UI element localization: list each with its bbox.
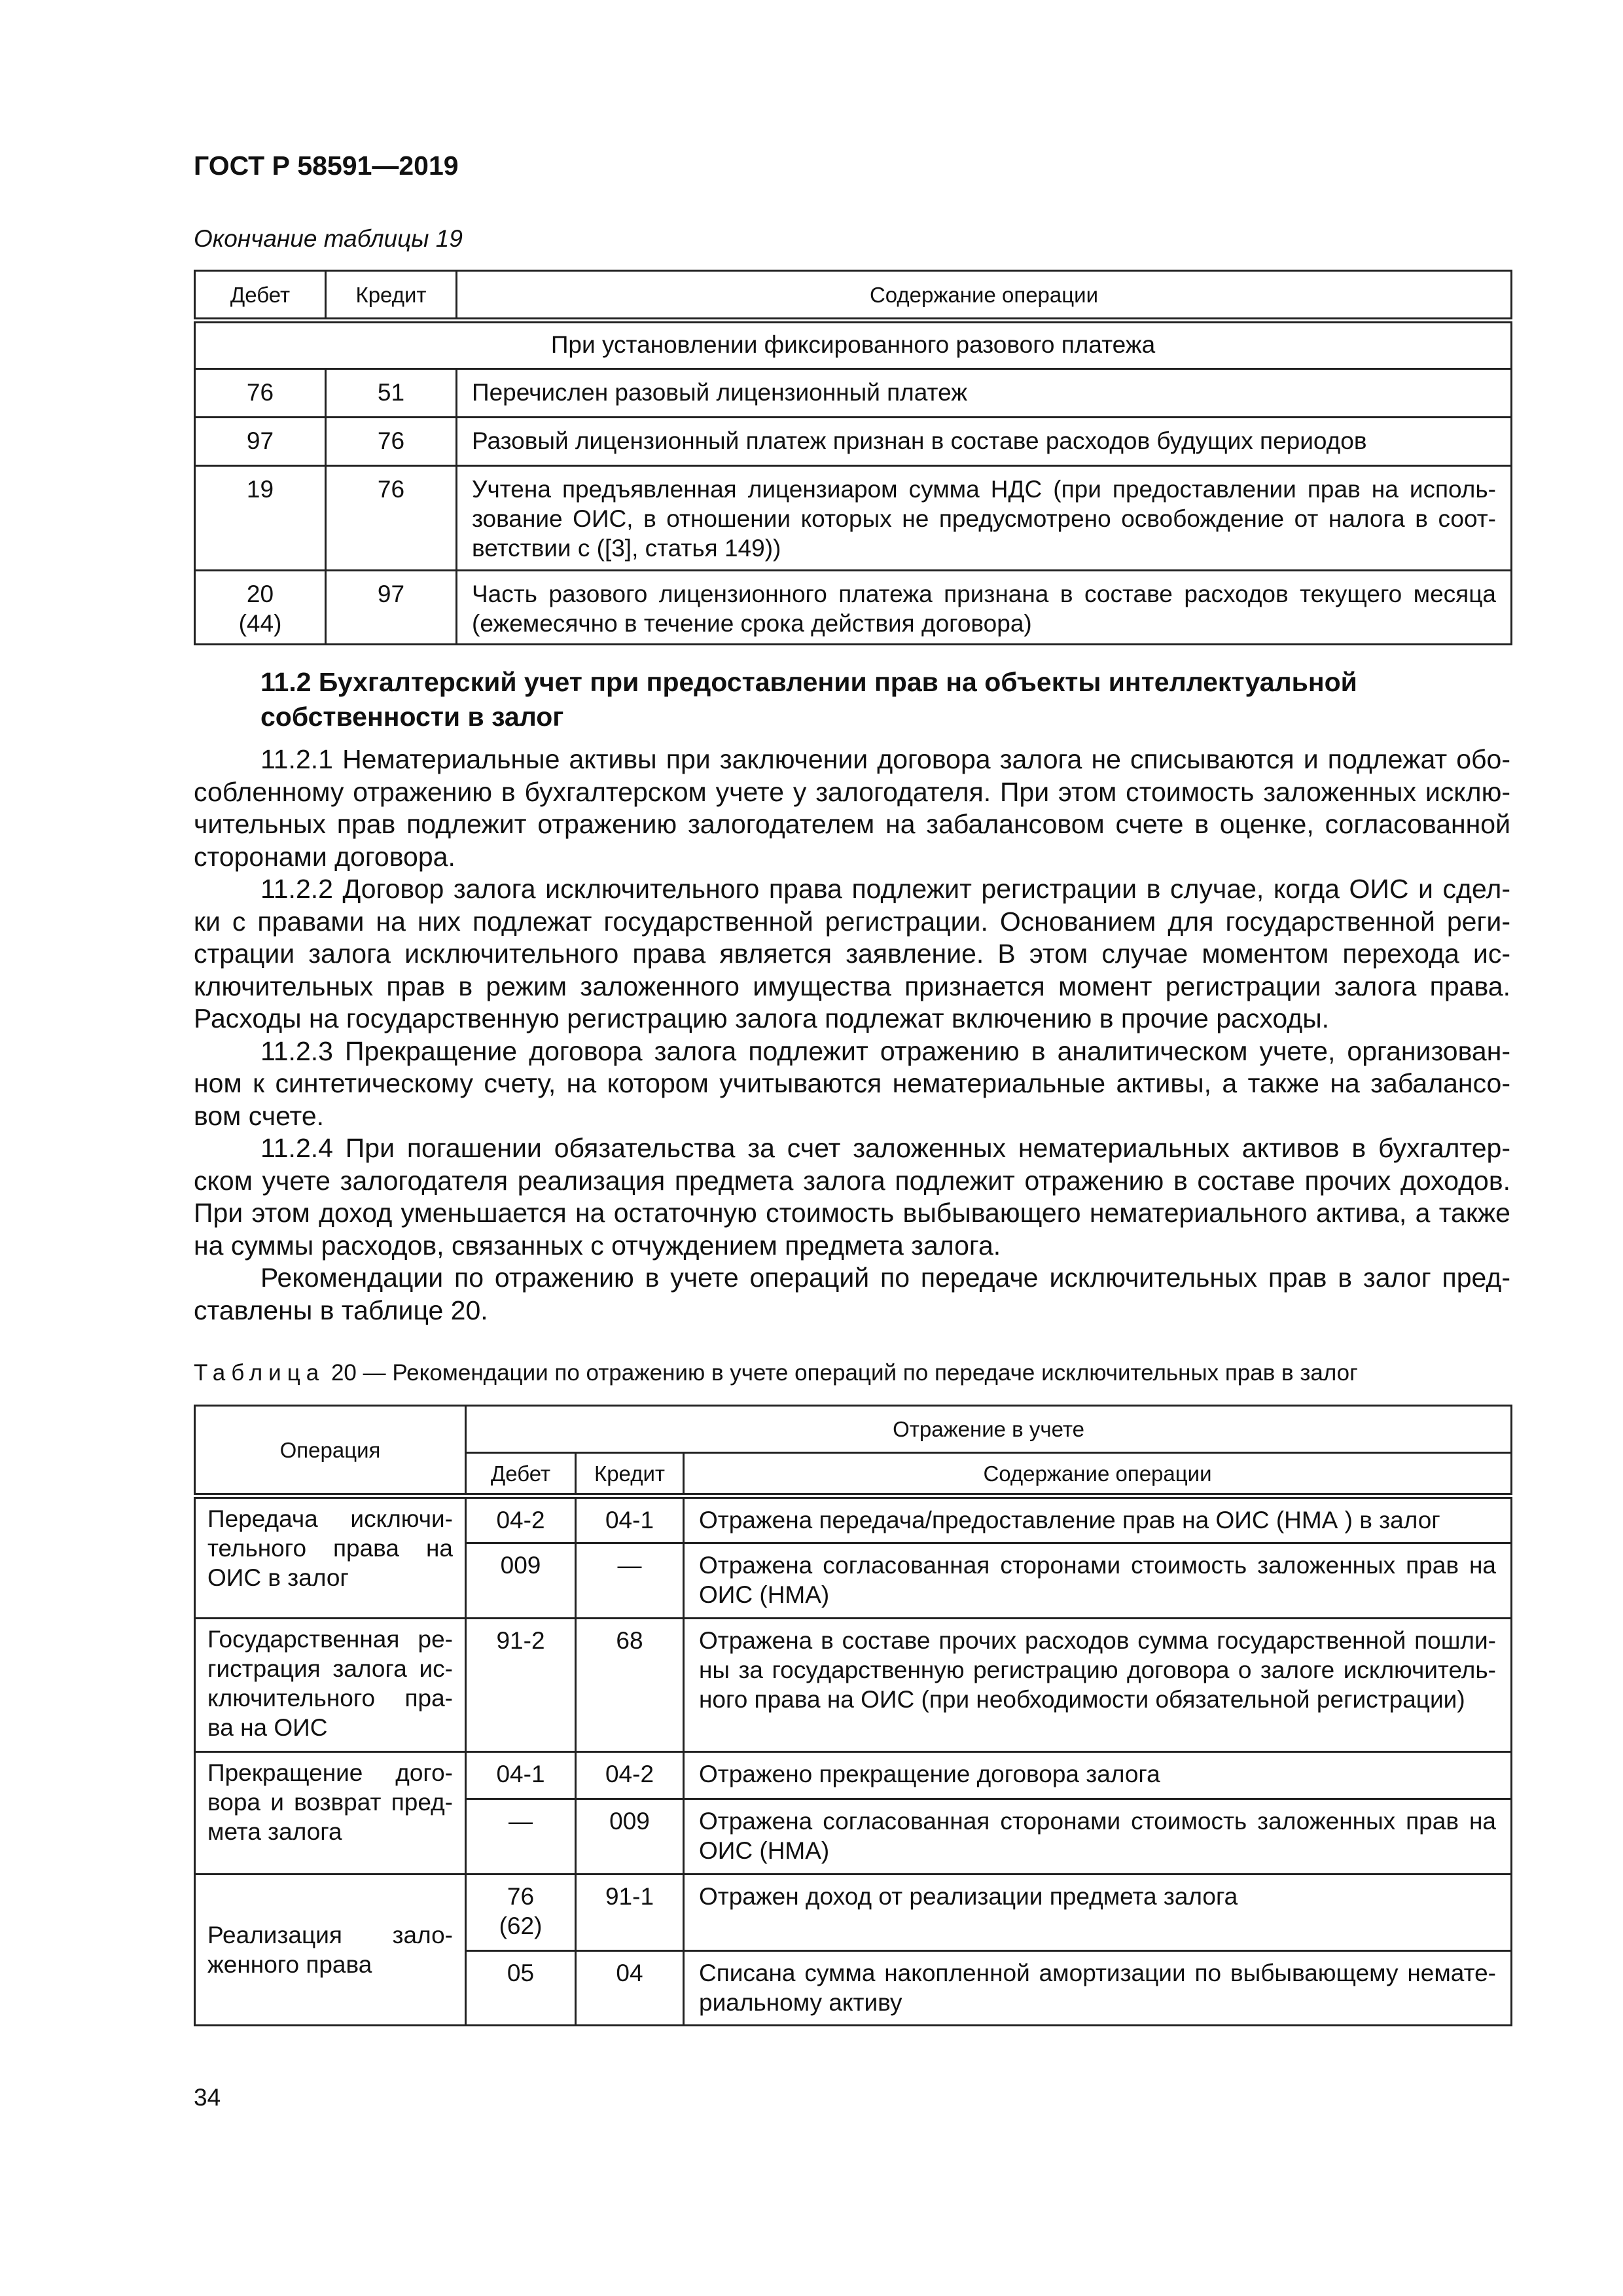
table-row (195, 369, 1512, 418)
operation-cell: Государственная ре-гистрация залога ис-ключительного пра-ва на ОИС (195, 1619, 466, 1752)
operation-cell: Реализация зало-женного права (195, 1874, 466, 2026)
table-20-caption-word: Таблица (194, 1360, 325, 1386)
debit-cell: 19 (195, 466, 326, 571)
table-19-section-row (195, 321, 1512, 369)
content-cell: Отражена в составе прочих расходов сумма государственной пошли-ны за государственную регистрацию договора о залоге исключитель-ного права на ОИС (при необходимости обязательной регистрации) (684, 1619, 1512, 1752)
debit-cell: 009 (466, 1543, 576, 1619)
credit-cell: 51 (326, 369, 457, 418)
credit-cell: 68 (576, 1619, 684, 1752)
table-row (195, 418, 1512, 466)
table-row (195, 1619, 1512, 1752)
table-19-header-debit: Дебет (195, 271, 326, 321)
table-20-caption (194, 1360, 1358, 1386)
document-header: ГОСТ Р 58591—2019 (194, 151, 459, 181)
table-19-header-credit: Кредит (326, 271, 457, 321)
table-20-header-debit: Дебет (466, 1453, 576, 1496)
content-cell: Отражен доход от реализации предмета залога (684, 1874, 1512, 1951)
table-19-continuation-caption: Окончание таблицы 19 (194, 225, 463, 252)
debit-value: 76 (507, 1883, 535, 1910)
table-19-header-content: Содержание операции (457, 271, 1512, 321)
debit-note: (62) (499, 1912, 543, 1939)
content-cell: Разовый лицензионный платеж признан в составе расходов будущих периодов (457, 418, 1512, 466)
operation-cell: Прекращение дого-вора и возврат пред-мета залога (195, 1752, 466, 1874)
table-row (195, 1496, 1512, 1543)
debit-cell: 04-2 (466, 1496, 576, 1543)
table-row (195, 466, 1512, 571)
content-cell: Учтена предъявленная лицензиаром сумма НДС (при предоставлении прав на исполь-зование ОИС, в отношении которых не предусмотрено освобождение от налога в соот-ветствии с ([3], статья 149)) (457, 466, 1512, 571)
debit-cell: — (466, 1799, 576, 1874)
debit-cell: 91-2 (466, 1619, 576, 1752)
table-20-caption-text: 20 — Рекомендации по отражению в учете операций по передаче исключительных прав в залог (330, 1360, 1358, 1386)
paragraph: 11.2.4 При погашении обязательства за счет заложенных нематериальных активов в бухгалтер-ском учете залогодателя реализация предмета залога подлежит отражению в составе прочих доходов. При этом доход уменьшается на остаточную стоимость выбывающего нематериального актива, а также на суммы расходов, связанных с отчуждением предмета залога. (194, 1133, 1510, 1261)
section-title: 11.2 Бухгалтерский учет при предоставлении прав на объекты интеллектуальной собственности в залог (260, 667, 1357, 732)
table-20-header-content: Содержание операции (684, 1453, 1512, 1496)
paragraph: 11.2.3 Прекращение договора залога подлежит отражению в аналитическом учете, организован-ном к синтетическому счету, на котором учитываются нематериальные активы, а также на забалансо-вом счете. (194, 1035, 1510, 1131)
credit-cell: 04-2 (576, 1752, 684, 1799)
debit-note: (44) (238, 610, 282, 637)
debit-cell: 04-1 (466, 1752, 576, 1799)
paragraph: 11.2.2 Договор залога исключительного права подлежит регистрации в случае, когда ОИС и сдел-ки с правами на них подлежат государственной регистрации. Основанием для государственной реги-страции залога исключительного права является заявление. В этом случае моментом перехода ис-ключительных прав в режим заложенного имущества признается момент регистрации залога права. Расходы на государственную регистрацию залога подлежат включению в прочие расходы. (194, 874, 1510, 1033)
debit-cell: 76 (195, 369, 326, 418)
credit-cell: 04 (576, 1951, 684, 2026)
table-20-header-reflection: Отражение в учете (466, 1406, 1512, 1453)
table-19-header-row (195, 271, 1512, 321)
content-cell: Отражена согласованная сторонами стоимость заложенных прав на ОИС (НМА) (684, 1543, 1512, 1619)
credit-cell: — (576, 1543, 684, 1619)
page-number: 34 (194, 2084, 221, 2111)
table-20 (194, 1405, 1512, 2026)
content-cell: Отражено прекращение договора залога (684, 1752, 1512, 1799)
content-cell: Списана сумма накопленной амортизации по выбывающему немате-риальному активу (684, 1951, 1512, 2026)
debit-cell: 05 (466, 1951, 576, 2026)
credit-cell: 91-1 (576, 1874, 684, 1951)
content-cell: Отражена согласованная сторонами стоимость заложенных прав на ОИС (НМА) (684, 1799, 1512, 1874)
table-19-section-cell: При установлении фиксированного разового платежа (195, 321, 1512, 369)
debit-cell: 97 (195, 418, 326, 466)
debit-cell (195, 571, 326, 645)
paragraph: Рекомендации по отражению в учете операций по передаче исключительных прав в залог пред-ставлены в таблице 20. (194, 1263, 1510, 1325)
debit-value: 20 (246, 581, 274, 607)
credit-cell: 76 (326, 466, 457, 571)
content-cell: Часть разового лицензионного платежа признана в составе расходов текущего месяца (ежемесячно в течение срока действия договора) (457, 571, 1512, 645)
section-body (194, 744, 1510, 1327)
content-cell: Отражена передача/предоставление прав на ОИС (НМА ) в залог (684, 1496, 1512, 1543)
paragraph: 11.2.1 Нематериальные активы при заключении договора залога не списываются и подлежат обо-собленному отражению в бухгалтерском учете у залогодателя. При этом стоимость заложенных исклю-чительных прав подлежит отражению залогодателем на забалансовом счете в оценке, согласованной сторонами договора. (194, 744, 1510, 872)
debit-cell (466, 1874, 576, 1951)
table-20-header-row (195, 1406, 1512, 1453)
operation-cell: Передача исключи-тельного права на ОИС в залог (195, 1496, 466, 1619)
table-20-header-operation: Операция (195, 1406, 466, 1496)
credit-cell: 04-1 (576, 1496, 684, 1543)
content-cell: Перечислен разовый лицензионный платеж (457, 369, 1512, 418)
table-row (195, 571, 1512, 645)
table-19 (194, 270, 1512, 645)
table-row (195, 1874, 1512, 1951)
credit-cell: 76 (326, 418, 457, 466)
credit-cell: 009 (576, 1799, 684, 1874)
credit-cell: 97 (326, 571, 457, 645)
table-20-header-credit: Кредит (576, 1453, 684, 1496)
table-row (195, 1752, 1512, 1799)
